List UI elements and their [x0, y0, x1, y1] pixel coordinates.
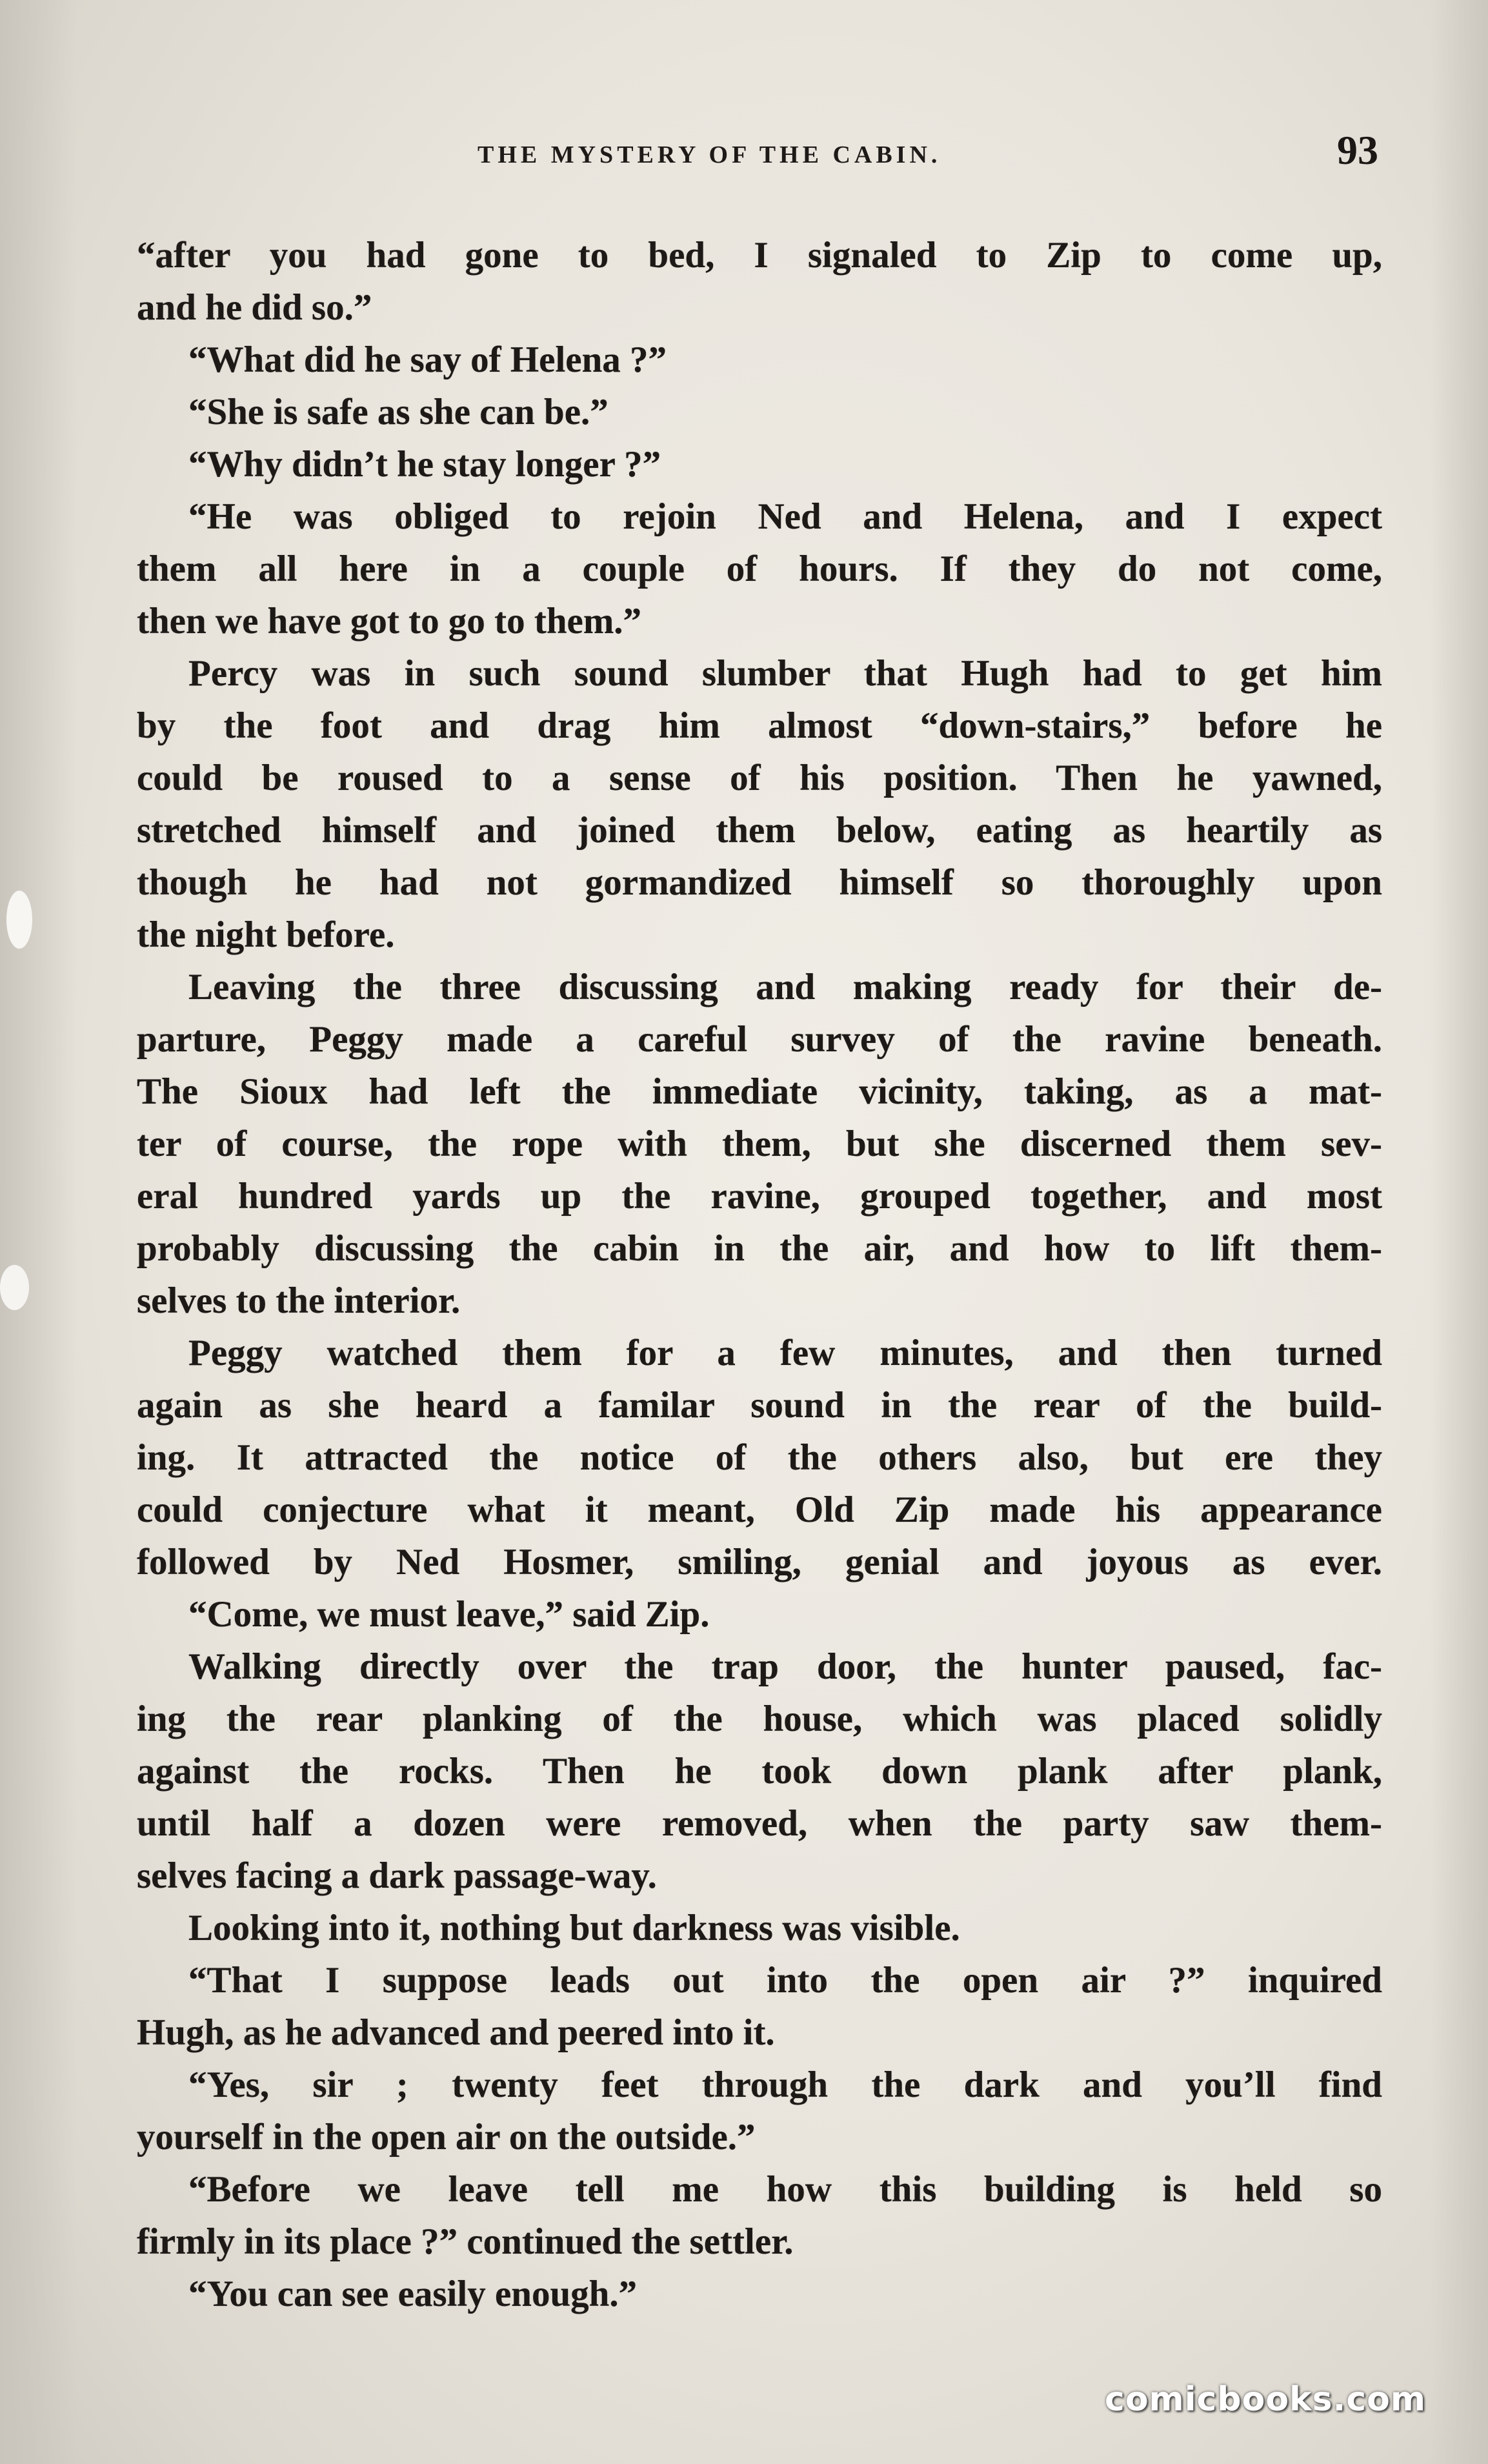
watermark-logo: comicbooks.com — [1105, 2380, 1427, 2419]
text-line: firmly in its place ?” continued the settler. — [137, 2221, 794, 2262]
text-line: could be roused to a sense of his position. Then he yawned, — [137, 758, 1382, 798]
text-line: ing. It attracted the notice of the others also, but ere they — [137, 1437, 1382, 1478]
text-line: followed by Ned Hosmer, smiling, genial and joyous as ever. — [137, 1542, 1382, 1582]
text-line: ter of course, the rope with them, but she discerned them sev- — [137, 1124, 1382, 1164]
text-line: “That I suppose leads out into the open air ?” inquired — [188, 1960, 1382, 2001]
running-head: THE MYSTERY OF THE CABIN. — [478, 141, 941, 168]
paper-tear — [6, 891, 32, 949]
text-line: eral hundred yards up the ravine, grouped together, and most — [137, 1176, 1382, 1217]
text-line: them all here in a couple of hours. If they do not come, — [137, 549, 1382, 589]
text-line: then we have got to go to them.” — [137, 601, 642, 641]
text-line: stretched himself and joined them below, eating as heartily as — [137, 810, 1382, 851]
text-line: “You can see easily enough.” — [188, 2274, 638, 2314]
spine-shadow — [0, 0, 77, 2464]
text-line: yourself in the open air on the outside.” — [137, 2117, 756, 2157]
text-line: Looking into it, nothing but darkness was visible. — [188, 1908, 960, 1948]
text-line: Hugh, as he advanced and peered into it. — [137, 2012, 775, 2053]
text-line: selves to the interior. — [137, 1280, 461, 1321]
text-line: again as she heard a familar sound in the rear of the build- — [137, 1385, 1382, 1426]
text-line: by the foot and drag him almost “down-stairs,” before he — [137, 705, 1382, 746]
text-line: until half a dozen were removed, when the party saw them- — [137, 1803, 1382, 1844]
text-line: “Come, we must leave,” said Zip. — [188, 1594, 710, 1635]
text-line: parture, Peggy made a careful survey of the ravine beneath. — [137, 1019, 1382, 1060]
text-line: “Why didn’t he stay longer ?” — [188, 444, 661, 485]
text-line: though he had not gormandized himself so thoroughly upon — [137, 862, 1382, 903]
text-line: “Yes, sir ; twenty feet through the dark and you’ll find — [188, 2065, 1382, 2105]
text-line: “after you had gone to bed, I signaled to Zip to come up, — [137, 235, 1382, 276]
edge-shadow — [1430, 0, 1488, 2464]
text-line: and he did so.” — [137, 287, 372, 328]
text-line: Peggy watched them for a few minutes, and then turned — [188, 1333, 1382, 1373]
page-number: 93 — [1337, 127, 1378, 173]
text-line: Walking directly over the trap door, the hunter paused, fac- — [188, 1646, 1382, 1687]
text-line: “What did he say of Helena ?” — [188, 339, 667, 380]
text-line: Percy was in such sound slumber that Hugh had to get him — [188, 653, 1382, 694]
text-line: “He was obliged to rejoin Ned and Helena, and I expect — [188, 496, 1382, 537]
text-line: could conjecture what it meant, Old Zip made his appearance — [137, 1490, 1382, 1530]
text-line: Leaving the three discussing and making ready for their de- — [188, 967, 1382, 1007]
text-line: “Before we leave tell me how this building is held so — [188, 2169, 1382, 2210]
text-line: The Sioux had left the immediate vicinity, taking, as a mat- — [137, 1071, 1382, 1112]
text-line: against the rocks. Then he took down plank after plank, — [137, 1751, 1382, 1792]
body-text — [137, 229, 1382, 2320]
text-line: selves facing a dark passage-way. — [137, 1855, 657, 1896]
text-line: probably discussing the cabin in the air, and how to lift them- — [137, 1228, 1382, 1269]
text-line: the night before. — [137, 914, 395, 955]
text-line: ing the rear planking of the house, which was placed solidly — [137, 1699, 1382, 1739]
paper-tear — [0, 1265, 29, 1310]
text-line: “She is safe as she can be.” — [188, 392, 608, 432]
